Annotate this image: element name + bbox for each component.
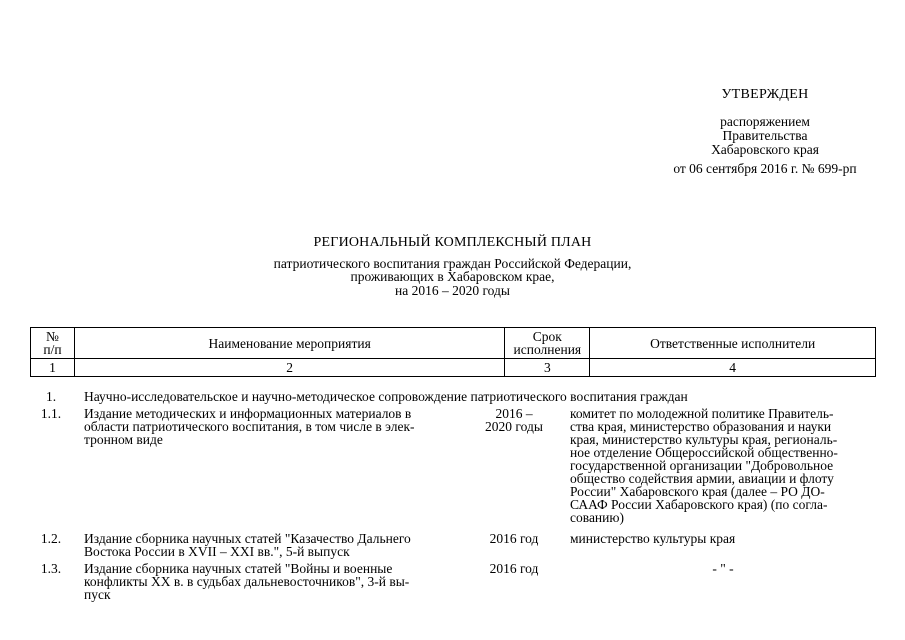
column-number: 4: [590, 359, 876, 377]
row-responsible-same: - " -: [712, 561, 734, 576]
row-number: 1.3.: [40, 561, 62, 576]
term-line: 2020 годы: [485, 419, 543, 434]
header-term-b: исполнения: [513, 342, 582, 357]
name-line: конфликты XX в. в судьбах дальневосточников", 3-й вы-: [84, 574, 410, 589]
name-line: пуск: [84, 587, 111, 602]
column-number: 3: [505, 359, 590, 377]
document-title: [0, 236, 905, 297]
title-subtitle: патриотического воспитания граждан Российской Федерации,: [273, 255, 632, 271]
term-line: 2016 год: [489, 531, 539, 546]
resp-line: министерство культуры края: [570, 531, 736, 546]
name-line: Издание сборника научных статей "Войны и военные: [84, 561, 393, 576]
row-responsible: [570, 407, 876, 524]
approval-block: [640, 88, 890, 176]
title-subtitle: на 2016 – 2020 годы: [395, 282, 510, 298]
header-term-a: Срок: [532, 329, 562, 344]
resp-line: края, министерство культуры края, региональ-: [570, 432, 838, 447]
name-line: тронном виде: [84, 432, 163, 447]
header-term: [505, 328, 590, 359]
row-number: 1.2.: [40, 531, 62, 546]
resp-line: государственной организации "Добровольное: [570, 458, 834, 473]
column-number: 2: [74, 359, 504, 377]
name-line: Востока России в XVII – XXI вв.", 5-й выпуск: [84, 544, 350, 559]
section-title: Научно-исследовательское и научно-методическое сопровождение патриотического воспитания граждан: [84, 389, 688, 404]
term-line: 2016 год: [489, 561, 539, 576]
approval-line: Правительства: [722, 128, 808, 143]
row-term: [472, 562, 556, 575]
approval-line: распоряжением: [720, 114, 810, 129]
row-responsible: [570, 532, 876, 545]
section-number: 1.: [45, 389, 57, 404]
table-header: [30, 327, 876, 377]
title-main: РЕГИОНАЛЬНЫЙ КОМПЛЕКСНЫЙ ПЛАН: [313, 235, 592, 250]
row-term: [472, 407, 556, 433]
resp-line: сованию): [570, 510, 624, 525]
column-number: 1: [31, 359, 75, 377]
resp-line: комитет по молодежной политике Правитель-: [570, 406, 834, 421]
name-line: Издание сборника научных статей "Казачество Дальнего: [84, 531, 411, 546]
approval-heading: УТВЕРЖДЕН: [721, 87, 809, 102]
row-name: [84, 407, 456, 446]
term-line: 2016 –: [495, 406, 533, 421]
name-line: области патриотического воспитания, в том числе в элек-: [84, 419, 415, 434]
header-num-b: п/п: [43, 342, 62, 357]
header-num-a: №: [46, 329, 59, 344]
resp-line: ства края, министерство образования и науки: [570, 419, 832, 434]
approval-date: от 06 сентября 2016 г. № 699-рп: [673, 161, 857, 176]
row-name: [84, 562, 456, 601]
resp-line: общество содействия армии, авиации и флоту: [570, 471, 834, 486]
name-line: Издание методических и информационных материалов в: [84, 406, 412, 421]
row-term: [472, 532, 556, 545]
row-number: 1.1.: [40, 406, 62, 421]
header-name: Наименование мероприятия: [74, 328, 504, 359]
resp-line: России" Хабаровского края (далее – РО ДО-: [570, 484, 825, 499]
title-subtitle: проживающих в Хабаровском крае,: [350, 269, 555, 284]
header-num: [31, 328, 75, 359]
approval-line: Хабаровского края: [711, 142, 819, 157]
resp-line: СААФ России Хабаровского края) (по согла-: [570, 497, 828, 512]
header-resp: Ответственные исполнители: [590, 328, 876, 359]
resp-line: ное отделение Общероссийской общественно-: [570, 445, 838, 460]
row-name: [84, 532, 456, 558]
